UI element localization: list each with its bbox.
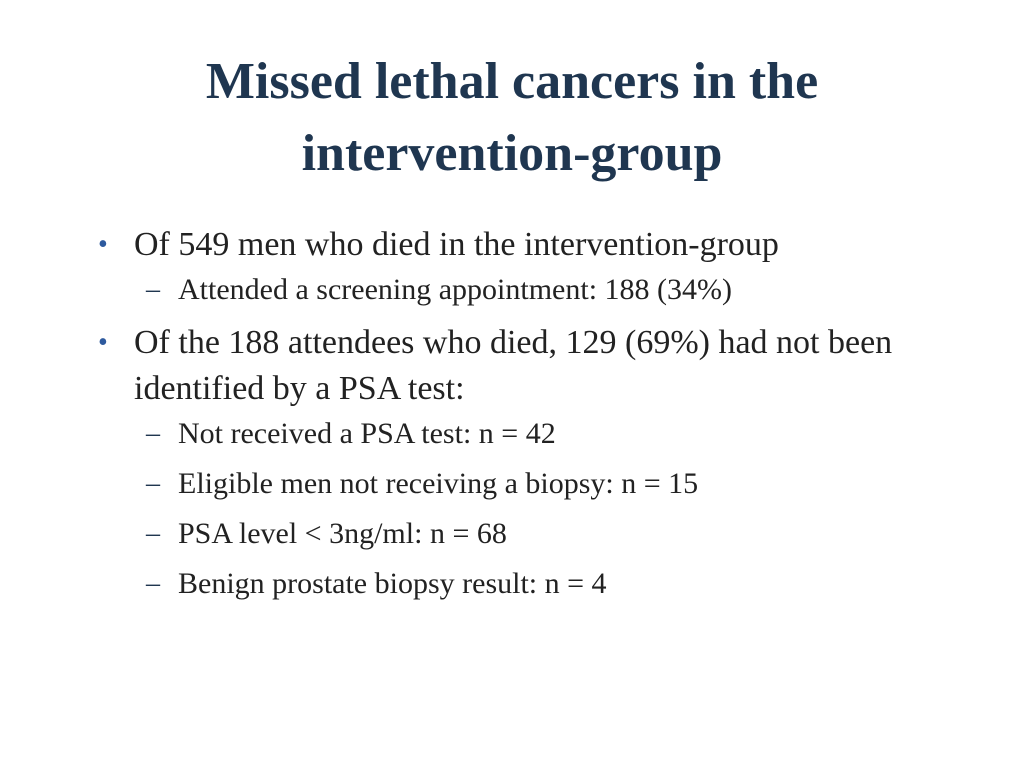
sub-bullet-text: Not received a PSA test: n = 42 [178,417,556,450]
slide-title-line-2: intervention-group [301,125,723,182]
bullet-item-1 [96,222,956,310]
bullet-text: Of 549 men who died in the intervention-group [134,226,779,263]
sub-bullet-text: PSA level < 3ng/ml: n = 68 [178,517,507,550]
slide-title [112,46,912,190]
sub-bullet-text: Eligible men not receiving a biopsy: n = 15 [178,467,699,500]
sub-bullet-item [134,564,956,604]
sub-bullet-item [134,270,956,310]
bullet-marker: • [98,229,108,260]
dash-marker: – [146,518,160,549]
dash-marker: – [146,418,160,449]
slide-bullet-list [96,222,956,614]
sub-bullet-list [134,270,956,310]
bullet-text: Of the 188 attendees who died, 129 (69%) had not been identified by a PSA test: [134,324,893,407]
slide-title-line-1: Missed lethal cancers in the [205,53,819,110]
dash-marker: – [146,274,160,305]
sub-bullet-item [134,464,956,504]
sub-bullet-item [134,414,956,454]
sub-bullet-list [134,414,956,604]
sub-bullet-text: Benign prostate biopsy result: n = 4 [178,567,607,600]
bullet-item-2 [96,320,956,604]
dash-marker: – [146,468,160,499]
dash-marker: – [146,568,160,599]
bullet-marker: • [98,327,108,358]
sub-bullet-item [134,514,956,554]
sub-bullet-text: Attended a screening appointment: 188 (34%) [178,273,733,306]
